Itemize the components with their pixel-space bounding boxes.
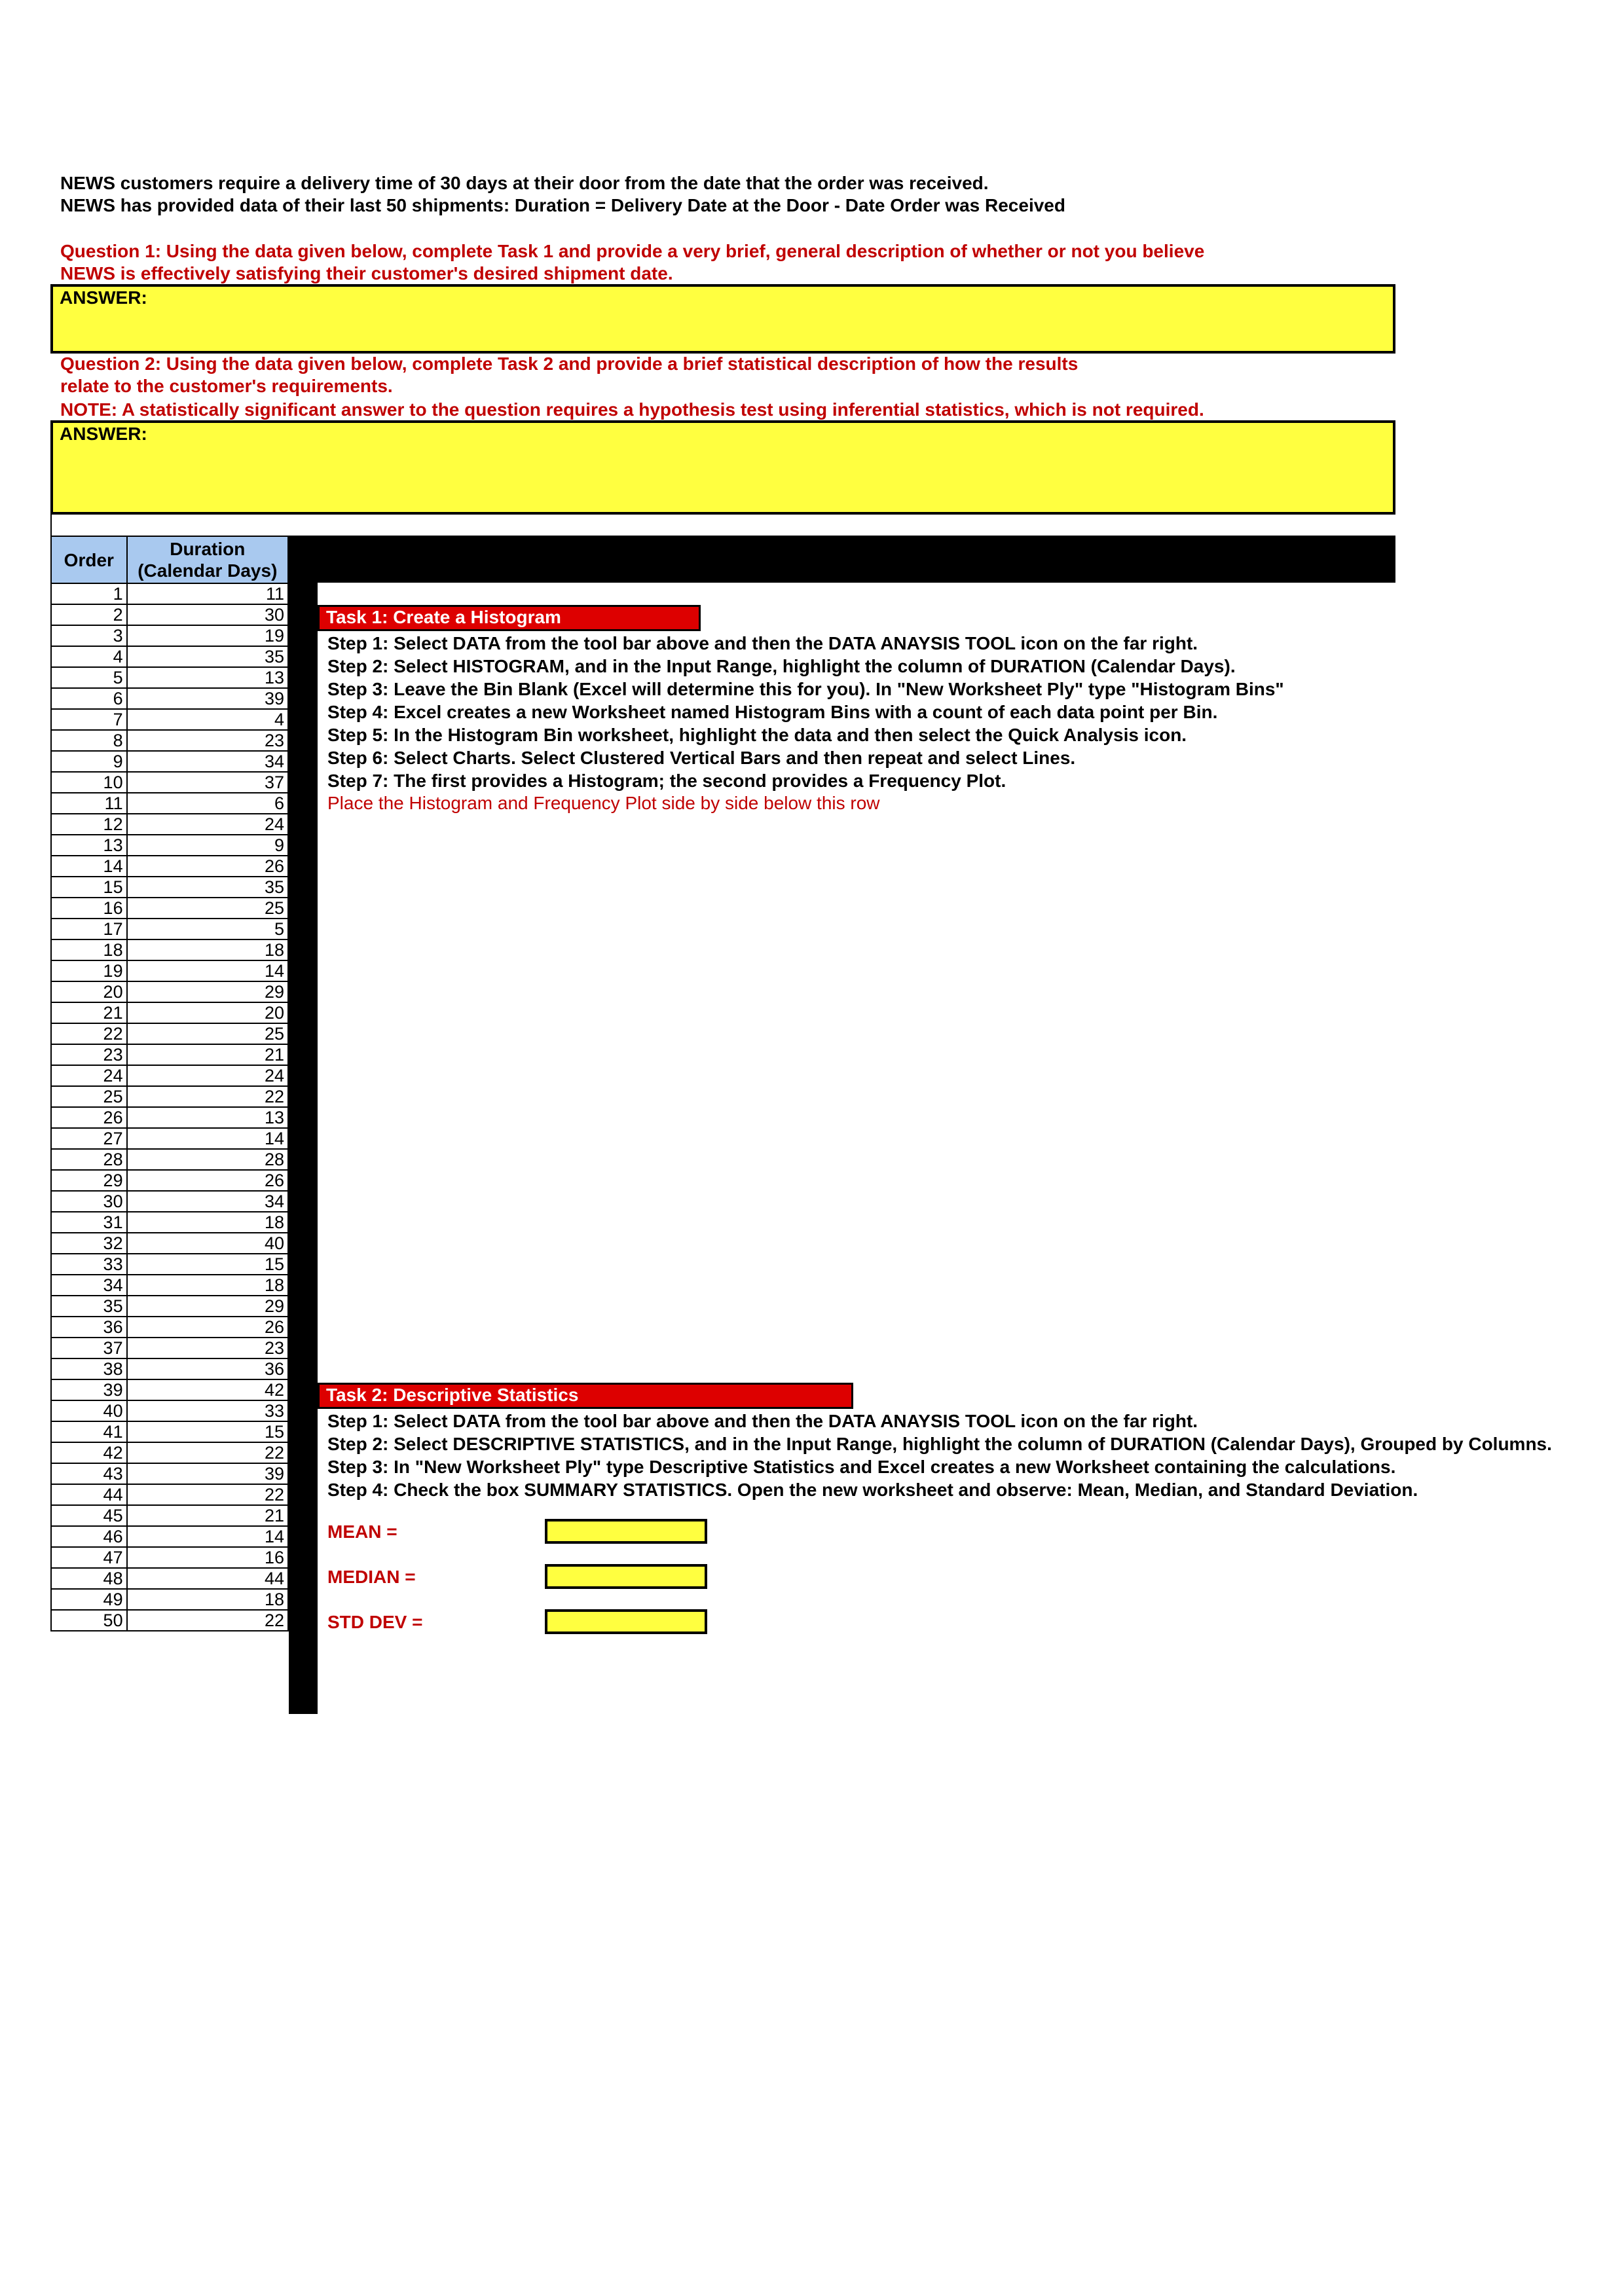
table-row bbox=[51, 1358, 288, 1379]
question2-answer-label: ANSWER: bbox=[60, 424, 147, 444]
task2-step-3: Step 3: In "New Worksheet Ply" type Descriptive Statistics and Excel creates a new Worksheet containing the calculations. bbox=[327, 1457, 1396, 1477]
order-cell: 39 bbox=[51, 1379, 127, 1400]
order-cell: 22 bbox=[51, 1023, 127, 1044]
duration-cell: 39 bbox=[127, 688, 288, 709]
order-cell: 5 bbox=[51, 667, 127, 688]
duration-cell: 11 bbox=[127, 583, 288, 604]
table-row bbox=[51, 814, 288, 835]
task1-step-6: Step 6: Select Charts. Select Clustered Vertical Bars and then repeat and select Lines. bbox=[327, 748, 1076, 768]
duration-cell: 35 bbox=[127, 877, 288, 898]
table-row bbox=[51, 1400, 288, 1421]
table-row bbox=[51, 1610, 288, 1631]
header-order: Order bbox=[51, 536, 127, 583]
table-row bbox=[51, 835, 288, 856]
header-duration-line-2: (Calendar Days) bbox=[138, 560, 278, 581]
mean-input[interactable] bbox=[545, 1519, 707, 1544]
task1-step-1: Step 1: Select DATA from the tool bar above and then the DATA ANAYSIS TOOL icon on the far right. bbox=[327, 633, 1198, 653]
order-cell: 19 bbox=[51, 960, 127, 981]
order-cell: 40 bbox=[51, 1400, 127, 1421]
table-row bbox=[51, 1191, 288, 1212]
duration-cell: 22 bbox=[127, 1086, 288, 1107]
order-cell: 25 bbox=[51, 1086, 127, 1107]
order-cell: 26 bbox=[51, 1107, 127, 1128]
std-dev-label: STD DEV = bbox=[327, 1612, 423, 1632]
task1-header: Task 1: Create a Histogram bbox=[318, 605, 701, 631]
table-row bbox=[51, 1568, 288, 1589]
table-row bbox=[51, 960, 288, 981]
order-cell: 24 bbox=[51, 1065, 127, 1086]
task1-step-7: Step 7: The first provides a Histogram; the second provides a Frequency Plot. bbox=[327, 771, 1006, 791]
duration-cell: 14 bbox=[127, 1526, 288, 1547]
order-cell: 34 bbox=[51, 1275, 127, 1296]
duration-cell: 21 bbox=[127, 1505, 288, 1526]
order-cell: 16 bbox=[51, 898, 127, 919]
task2-header: Task 2: Descriptive Statistics bbox=[318, 1383, 853, 1409]
duration-cell: 34 bbox=[127, 1191, 288, 1212]
table-row bbox=[51, 1065, 288, 1086]
order-cell: 23 bbox=[51, 1044, 127, 1065]
duration-cell: 33 bbox=[127, 1400, 288, 1421]
task1-step-3: Step 3: Leave the Bin Blank (Excel will determine this for you). In "New Worksheet Ply" type "Histogram Bins" bbox=[327, 679, 1284, 699]
duration-cell: 22 bbox=[127, 1610, 288, 1631]
task2-step-2: Step 2: Select DESCRIPTIVE STATISTICS, and in the Input Range, highlight the column of DURATION (Calendar Days), Grouped by Columns. bbox=[327, 1434, 1552, 1454]
order-cell: 50 bbox=[51, 1610, 127, 1631]
duration-cell: 24 bbox=[127, 814, 288, 835]
shipment-data-table bbox=[50, 536, 289, 1631]
duration-cell: 14 bbox=[127, 960, 288, 981]
order-cell: 13 bbox=[51, 835, 127, 856]
order-cell: 29 bbox=[51, 1170, 127, 1191]
order-cell: 3 bbox=[51, 625, 127, 646]
table-row bbox=[51, 688, 288, 709]
order-cell: 31 bbox=[51, 1212, 127, 1233]
question1-answer-box[interactable] bbox=[50, 284, 1395, 354]
table-body bbox=[51, 583, 288, 1631]
table-row bbox=[51, 919, 288, 939]
table-row bbox=[51, 709, 288, 730]
order-cell: 9 bbox=[51, 751, 127, 772]
median-label: MEDIAN = bbox=[327, 1567, 416, 1587]
order-cell: 41 bbox=[51, 1421, 127, 1442]
duration-cell: 28 bbox=[127, 1149, 288, 1170]
table-row bbox=[51, 1547, 288, 1568]
duration-cell: 18 bbox=[127, 1589, 288, 1610]
duration-cell: 15 bbox=[127, 1254, 288, 1275]
duration-cell: 29 bbox=[127, 981, 288, 1002]
order-cell: 1 bbox=[51, 583, 127, 604]
table-row bbox=[51, 1484, 288, 1505]
table-row bbox=[51, 646, 288, 667]
table-row bbox=[51, 856, 288, 877]
duration-cell: 18 bbox=[127, 1212, 288, 1233]
table-row bbox=[51, 1170, 288, 1191]
table-row bbox=[51, 1023, 288, 1044]
header-duration-line-1: Duration bbox=[170, 539, 246, 559]
order-cell: 17 bbox=[51, 919, 127, 939]
duration-cell: 40 bbox=[127, 1233, 288, 1254]
table-row bbox=[51, 1589, 288, 1610]
left-border-line bbox=[50, 513, 52, 536]
order-cell: 2 bbox=[51, 604, 127, 625]
table-black-edge bbox=[289, 583, 318, 1714]
table-row bbox=[51, 877, 288, 898]
order-cell: 35 bbox=[51, 1296, 127, 1317]
question1-line-2: NEWS is effectively satisfying their customer's desired shipment date. bbox=[60, 263, 673, 283]
duration-cell: 35 bbox=[127, 646, 288, 667]
order-cell: 46 bbox=[51, 1526, 127, 1547]
table-row bbox=[51, 1107, 288, 1128]
question1-line-1: Question 1: Using the data given below, complete Task 1 and provide a very brief, general description of whether or not you believe bbox=[60, 241, 1205, 261]
table-row bbox=[51, 1296, 288, 1317]
order-cell: 4 bbox=[51, 646, 127, 667]
table-row bbox=[51, 1442, 288, 1463]
task2-step-1: Step 1: Select DATA from the tool bar above and then the DATA ANAYSIS TOOL icon on the far right. bbox=[327, 1411, 1198, 1431]
order-cell: 6 bbox=[51, 688, 127, 709]
table-row bbox=[51, 1254, 288, 1275]
table-row bbox=[51, 1421, 288, 1442]
duration-cell: 25 bbox=[127, 898, 288, 919]
order-cell: 11 bbox=[51, 793, 127, 814]
duration-cell: 26 bbox=[127, 856, 288, 877]
order-cell: 45 bbox=[51, 1505, 127, 1526]
order-cell: 36 bbox=[51, 1317, 127, 1338]
table-row bbox=[51, 1505, 288, 1526]
order-cell: 49 bbox=[51, 1589, 127, 1610]
table-row bbox=[51, 1317, 288, 1338]
duration-cell: 4 bbox=[127, 709, 288, 730]
order-cell: 12 bbox=[51, 814, 127, 835]
table-row bbox=[51, 1128, 288, 1149]
task1-step-2: Step 2: Select HISTOGRAM, and in the Input Range, highlight the column of DURATION (Calendar Days). bbox=[327, 656, 1236, 676]
order-cell: 44 bbox=[51, 1484, 127, 1505]
table-row bbox=[51, 1149, 288, 1170]
duration-cell: 34 bbox=[127, 751, 288, 772]
table-row bbox=[51, 1526, 288, 1547]
order-cell: 28 bbox=[51, 1149, 127, 1170]
duration-cell: 24 bbox=[127, 1065, 288, 1086]
duration-cell: 25 bbox=[127, 1023, 288, 1044]
task1-step-4: Step 4: Excel creates a new Worksheet named Histogram Bins with a count of each data point per Bin. bbox=[327, 702, 1218, 722]
table-row bbox=[51, 1233, 288, 1254]
table-row bbox=[51, 1275, 288, 1296]
order-cell: 10 bbox=[51, 772, 127, 793]
table-row bbox=[51, 939, 288, 960]
mean-label: MEAN = bbox=[327, 1522, 397, 1542]
order-cell: 47 bbox=[51, 1547, 127, 1568]
table-row bbox=[51, 625, 288, 646]
duration-cell: 22 bbox=[127, 1484, 288, 1505]
table-row bbox=[51, 898, 288, 919]
order-cell: 18 bbox=[51, 939, 127, 960]
duration-cell: 22 bbox=[127, 1442, 288, 1463]
intro-line-2: NEWS has provided data of their last 50 shipments: Duration = Delivery Date at the Door - Date Order was Received bbox=[60, 195, 1065, 215]
task1-placement-note: Place the Histogram and Frequency Plot side by side below this row bbox=[327, 793, 880, 813]
order-cell: 21 bbox=[51, 1002, 127, 1023]
table-row bbox=[51, 751, 288, 772]
order-cell: 43 bbox=[51, 1463, 127, 1484]
order-cell: 20 bbox=[51, 981, 127, 1002]
question1-answer-label: ANSWER: bbox=[60, 287, 147, 308]
question2-answer-box[interactable] bbox=[50, 420, 1395, 515]
duration-cell: 42 bbox=[127, 1379, 288, 1400]
table-row bbox=[51, 1379, 288, 1400]
order-cell: 48 bbox=[51, 1568, 127, 1589]
duration-cell: 18 bbox=[127, 1275, 288, 1296]
order-cell: 33 bbox=[51, 1254, 127, 1275]
duration-cell: 23 bbox=[127, 730, 288, 751]
task2-step-4: Step 4: Check the box SUMMARY STATISTICS. Open the new worksheet and observe: Mean, Median, and Standard Deviation. bbox=[327, 1480, 1418, 1500]
table-row bbox=[51, 667, 288, 688]
duration-cell: 19 bbox=[127, 625, 288, 646]
order-cell: 15 bbox=[51, 877, 127, 898]
duration-cell: 37 bbox=[127, 772, 288, 793]
table-row bbox=[51, 772, 288, 793]
header-duration bbox=[127, 536, 288, 583]
order-cell: 30 bbox=[51, 1191, 127, 1212]
duration-cell: 15 bbox=[127, 1421, 288, 1442]
order-cell: 42 bbox=[51, 1442, 127, 1463]
median-input[interactable] bbox=[545, 1564, 707, 1589]
question2-note: NOTE: A statistically significant answer to the question requires a hypothesis test using inferential statistics, which is not required. bbox=[60, 399, 1204, 420]
table-row bbox=[51, 583, 288, 604]
duration-cell: 5 bbox=[127, 919, 288, 939]
duration-cell: 18 bbox=[127, 939, 288, 960]
duration-cell: 26 bbox=[127, 1317, 288, 1338]
intro-line-1: NEWS customers require a delivery time of 30 days at their door from the date that the order was received. bbox=[60, 173, 989, 193]
table-row bbox=[51, 604, 288, 625]
duration-cell: 6 bbox=[127, 793, 288, 814]
duration-cell: 9 bbox=[127, 835, 288, 856]
order-cell: 32 bbox=[51, 1233, 127, 1254]
order-cell: 27 bbox=[51, 1128, 127, 1149]
duration-cell: 30 bbox=[127, 604, 288, 625]
order-cell: 14 bbox=[51, 856, 127, 877]
table-row bbox=[51, 730, 288, 751]
std-dev-input[interactable] bbox=[545, 1609, 707, 1634]
task1-step-5: Step 5: In the Histogram Bin worksheet, highlight the data and then select the Quick Analysis icon. bbox=[327, 725, 1187, 745]
duration-cell: 44 bbox=[127, 1568, 288, 1589]
duration-cell: 21 bbox=[127, 1044, 288, 1065]
table-row bbox=[51, 1086, 288, 1107]
duration-cell: 13 bbox=[127, 667, 288, 688]
table-row bbox=[51, 793, 288, 814]
question2-line-2: relate to the customer's requirements. bbox=[60, 376, 393, 396]
duration-cell: 14 bbox=[127, 1128, 288, 1149]
order-cell: 38 bbox=[51, 1358, 127, 1379]
duration-cell: 36 bbox=[127, 1358, 288, 1379]
duration-cell: 39 bbox=[127, 1463, 288, 1484]
question2-line-1: Question 2: Using the data given below, complete Task 2 and provide a brief statistical description of how the results bbox=[60, 354, 1079, 374]
table-row bbox=[51, 1212, 288, 1233]
duration-cell: 26 bbox=[127, 1170, 288, 1191]
duration-cell: 16 bbox=[127, 1547, 288, 1568]
order-cell: 37 bbox=[51, 1338, 127, 1358]
duration-cell: 23 bbox=[127, 1338, 288, 1358]
order-cell: 7 bbox=[51, 709, 127, 730]
duration-cell: 20 bbox=[127, 1002, 288, 1023]
header-black-band bbox=[289, 536, 1395, 583]
duration-cell: 29 bbox=[127, 1296, 288, 1317]
table-row bbox=[51, 1463, 288, 1484]
table-row bbox=[51, 981, 288, 1002]
order-cell: 8 bbox=[51, 730, 127, 751]
duration-cell: 13 bbox=[127, 1107, 288, 1128]
table-row bbox=[51, 1002, 288, 1023]
table-row bbox=[51, 1338, 288, 1358]
table-row bbox=[51, 1044, 288, 1065]
